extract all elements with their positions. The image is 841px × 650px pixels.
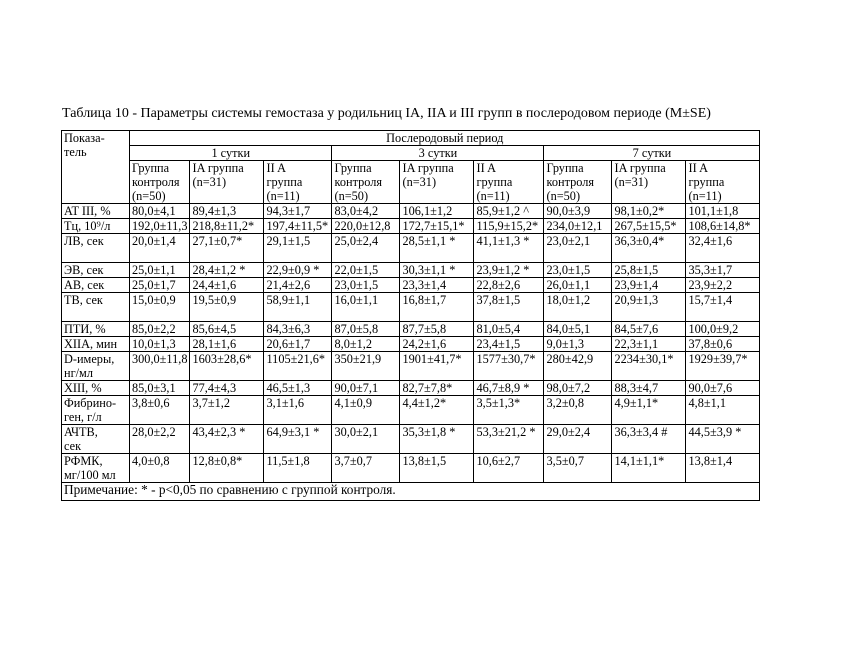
value-cell: 25,0±2,4 [332, 234, 400, 263]
table-row [62, 322, 760, 337]
value-cell: 98,1±0,2* [612, 204, 686, 219]
indicator-cell [62, 396, 130, 425]
value-cell: 24,4±1,6 [190, 278, 264, 293]
value-cell: 46,5±1,3 [264, 381, 332, 396]
value-cell: 350±21,9 [332, 352, 400, 381]
value-cell: 89,4±1,3 [190, 204, 264, 219]
value-cell: 1901±41,7* [400, 352, 474, 381]
group-header-line: (n=11) [266, 189, 300, 203]
note-row [62, 483, 760, 501]
value-cell: 37,8±0,6 [686, 337, 760, 352]
value-cell: 22,0±1,5 [332, 263, 400, 278]
group-header-cell [130, 161, 190, 204]
value-cell: 300,0±11,8 [130, 352, 190, 381]
table-note: Примечание: * - p<0,05 по сравнению с группой контроля. [62, 483, 760, 501]
value-cell: 90,0±7,1 [332, 381, 400, 396]
group-header-line: (n=50) [334, 189, 369, 203]
value-cell: 10,6±2,7 [474, 454, 544, 483]
value-cell: 3,2±0,8 [544, 396, 612, 425]
value-cell: 1603±28,6* [190, 352, 264, 381]
value-cell: 2234±30,1* [612, 352, 686, 381]
value-cell: 22,8±2,6 [474, 278, 544, 293]
table-row [62, 381, 760, 396]
group-header-line: (n=31) [402, 175, 437, 189]
value-cell: 26,0±1,1 [544, 278, 612, 293]
group-header-cell [544, 161, 612, 204]
group-header-cell [686, 161, 760, 204]
value-cell: 25,8±1,5 [612, 263, 686, 278]
value-cell: 30,3±1,1 * [400, 263, 474, 278]
table-row [62, 293, 760, 322]
indicator-label: мг/100 мл [64, 468, 116, 482]
value-cell: 29,1±1,5 [264, 234, 332, 263]
value-cell: 85,6±4,5 [190, 322, 264, 337]
table-body [62, 131, 760, 501]
value-cell: 23,0±1,5 [544, 263, 612, 278]
value-cell: 108,6±14,8* [686, 219, 760, 234]
table-caption: Таблица 10 - Параметры системы гемостаза у родильниц IA, IIA и III групп в послеродовом периоде (M±SE) [62, 106, 711, 121]
table-row [62, 454, 760, 483]
value-cell: 11,5±1,8 [264, 454, 332, 483]
value-cell: 220,0±12,8 [332, 219, 400, 234]
value-cell: 36,3±0,4* [612, 234, 686, 263]
value-cell: 10,0±1,3 [130, 337, 190, 352]
value-cell: 83,0±4,2 [332, 204, 400, 219]
value-cell: 1105±21,6* [264, 352, 332, 381]
indicator-cell [62, 352, 130, 381]
table-row [62, 425, 760, 454]
table-row [62, 219, 760, 234]
value-cell: 20,9±1,3 [612, 293, 686, 322]
value-cell: 58,9±1,1 [264, 293, 332, 322]
indicator-cell [62, 337, 130, 352]
value-cell: 16,0±1,1 [332, 293, 400, 322]
value-cell: 44,5±3,9 * [686, 425, 760, 454]
value-cell: 192,0±11,3 [130, 219, 190, 234]
value-cell: 64,9±3,1 * [264, 425, 332, 454]
indicator-label: ЛВ, сек [64, 234, 104, 248]
value-cell: 41,1±1,3 * [474, 234, 544, 263]
value-cell: 23,0±1,5 [332, 278, 400, 293]
value-cell: 24,2±1,6 [400, 337, 474, 352]
value-cell: 20,6±1,7 [264, 337, 332, 352]
indicator-label: ген, г/л [64, 410, 102, 424]
group-header-line: IA группа [192, 161, 244, 175]
group-header-line: группа [688, 175, 725, 189]
value-cell: 28,1±1,6 [190, 337, 264, 352]
group-header-line: (n=31) [192, 175, 227, 189]
indicator-label: нг/мл [64, 366, 93, 380]
indicator-cell [62, 278, 130, 293]
value-cell: 84,5±7,6 [612, 322, 686, 337]
value-cell: 37,8±1,5 [474, 293, 544, 322]
value-cell: 4,1±0,9 [332, 396, 400, 425]
indicator-header-line-2: тель [64, 145, 87, 159]
value-cell: 218,8±11,2* [190, 219, 264, 234]
value-cell: 82,7±7,8* [400, 381, 474, 396]
value-cell: 81,0±5,4 [474, 322, 544, 337]
group-header-cell [400, 161, 474, 204]
value-cell: 3,7±1,2 [190, 396, 264, 425]
value-cell: 19,5±0,9 [190, 293, 264, 322]
value-cell: 84,0±5,1 [544, 322, 612, 337]
value-cell: 32,4±1,6 [686, 234, 760, 263]
group-header-line: (n=11) [476, 189, 510, 203]
group-header-line: (n=31) [614, 175, 649, 189]
value-cell: 87,7±5,8 [400, 322, 474, 337]
group-header-line: (n=50) [132, 189, 166, 203]
indicator-cell [62, 322, 130, 337]
value-cell: 23,3±1,4 [400, 278, 474, 293]
indicator-label: ХIIA, мин [64, 337, 118, 351]
group-header-line: IA группа [402, 161, 454, 175]
value-cell: 53,3±21,2 * [474, 425, 544, 454]
indicator-cell [62, 425, 130, 454]
indicator-cell [62, 454, 130, 483]
value-cell: 85,0±2,2 [130, 322, 190, 337]
value-cell: 30,0±2,1 [332, 425, 400, 454]
indicator-label: AT III, % [64, 204, 111, 218]
value-cell: 80,0±4,1 [130, 204, 190, 219]
value-cell: 267,5±15,5* [612, 219, 686, 234]
value-cell: 12,8±0,8* [190, 454, 264, 483]
group-header-line: II A [688, 161, 708, 175]
value-cell: 20,0±1,4 [130, 234, 190, 263]
header-row-period [62, 131, 760, 146]
value-cell: 94,3±1,7 [264, 204, 332, 219]
indicator-header-line-1: Показа- [64, 131, 105, 145]
table-row [62, 352, 760, 381]
value-cell: 22,3±1,1 [612, 337, 686, 352]
period-header: Послеродовый период [130, 131, 760, 146]
indicator-label: ХIII, % [64, 381, 102, 395]
group-header-line: контроля [334, 175, 383, 189]
group-header-line: IA группа [614, 161, 666, 175]
value-cell: 23,9±2,2 [686, 278, 760, 293]
value-cell: 234,0±12,1 [544, 219, 612, 234]
indicator-label: Фибрино- [64, 396, 117, 410]
value-cell: 23,4±1,5 [474, 337, 544, 352]
indicator-label: АВ, сек [64, 278, 105, 292]
indicator-label: Тц, 10⁹/л [64, 219, 111, 233]
value-cell: 197,4±11,5* [264, 219, 332, 234]
indicator-label: АЧТВ, [64, 425, 98, 439]
hemostasis-table [61, 130, 760, 501]
group-header-line: Группа [546, 161, 584, 175]
value-cell: 35,3±1,7 [686, 263, 760, 278]
table-row [62, 396, 760, 425]
value-cell: 3,1±1,6 [264, 396, 332, 425]
value-cell: 87,0±5,8 [332, 322, 400, 337]
value-cell: 23,9±1,2 * [474, 263, 544, 278]
value-cell: 280±42,9 [544, 352, 612, 381]
value-cell: 8,0±1,2 [332, 337, 400, 352]
value-cell: 13,8±1,5 [400, 454, 474, 483]
group-header-line: II A [476, 161, 496, 175]
value-cell: 16,8±1,7 [400, 293, 474, 322]
group-header-line: группа [266, 175, 303, 189]
day-1-header: 1 сутки [130, 146, 332, 161]
value-cell: 14,1±1,1* [612, 454, 686, 483]
value-cell: 84,3±6,3 [264, 322, 332, 337]
indicator-cell [62, 234, 130, 263]
table-row [62, 278, 760, 293]
value-cell: 4,9±1,1* [612, 396, 686, 425]
value-cell: 101,1±1,8 [686, 204, 760, 219]
group-header-line: Группа [334, 161, 372, 175]
indicator-label: ПТИ, % [64, 322, 106, 336]
value-cell: 3,7±0,7 [332, 454, 400, 483]
day-7-header: 7 сутки [544, 146, 760, 161]
group-header-line: контроля [546, 175, 595, 189]
value-cell: 35,3±1,8 * [400, 425, 474, 454]
group-header-cell [332, 161, 400, 204]
value-cell: 4,8±1,1 [686, 396, 760, 425]
indicator-label: РФМК, [64, 454, 103, 468]
indicator-label: ТВ, сек [64, 293, 103, 307]
indicator-label: ЭВ, сек [64, 263, 104, 277]
indicator-cell [62, 204, 130, 219]
table-row [62, 204, 760, 219]
group-header-cell [612, 161, 686, 204]
value-cell: 4,0±0,8 [130, 454, 190, 483]
value-cell: 85,9±1,2 ^ [474, 204, 544, 219]
indicator-label: D-имеры, [64, 352, 115, 366]
value-cell: 106,1±1,2 [400, 204, 474, 219]
indicator-cell [62, 381, 130, 396]
value-cell: 15,0±0,9 [130, 293, 190, 322]
table-row [62, 263, 760, 278]
indicator-cell [62, 263, 130, 278]
value-cell: 9,0±1,3 [544, 337, 612, 352]
value-cell: 98,0±7,2 [544, 381, 612, 396]
group-header-line: II A [266, 161, 286, 175]
value-cell: 15,7±1,4 [686, 293, 760, 322]
value-cell: 29,0±2,4 [544, 425, 612, 454]
group-header-line: (n=11) [688, 189, 722, 203]
value-cell: 22,9±0,9 * [264, 263, 332, 278]
value-cell: 23,9±1,4 [612, 278, 686, 293]
group-header-cell [264, 161, 332, 204]
value-cell: 18,0±1,2 [544, 293, 612, 322]
day-3-header: 3 сутки [332, 146, 544, 161]
value-cell: 77,4±4,3 [190, 381, 264, 396]
value-cell: 43,4±2,3 * [190, 425, 264, 454]
value-cell: 85,0±3,1 [130, 381, 190, 396]
value-cell: 21,4±2,6 [264, 278, 332, 293]
value-cell: 25,0±1,1 [130, 263, 190, 278]
value-cell: 46,7±8,9 * [474, 381, 544, 396]
value-cell: 13,8±1,4 [686, 454, 760, 483]
value-cell: 115,9±15,2* [474, 219, 544, 234]
value-cell: 28,5±1,1 * [400, 234, 474, 263]
value-cell: 3,5±1,3* [474, 396, 544, 425]
group-header-line: Группа [132, 161, 170, 175]
value-cell: 27,1±0,7* [190, 234, 264, 263]
value-cell: 36,3±3,4 # [612, 425, 686, 454]
group-header-line: контроля [132, 175, 180, 189]
indicator-cell [62, 293, 130, 322]
value-cell: 1929±39,7* [686, 352, 760, 381]
value-cell: 172,7±15,1* [400, 219, 474, 234]
value-cell: 1577±30,7* [474, 352, 544, 381]
value-cell: 3,8±0,6 [130, 396, 190, 425]
group-header-line: группа [476, 175, 513, 189]
group-header-line: (n=50) [546, 189, 581, 203]
table-row [62, 337, 760, 352]
group-header-cell [474, 161, 544, 204]
indicator-cell [62, 219, 130, 234]
value-cell: 28,4±1,2 * [190, 263, 264, 278]
value-cell: 28,0±2,2 [130, 425, 190, 454]
header-row-days [62, 146, 760, 161]
header-row-groups [62, 161, 760, 204]
value-cell: 90,0±3,9 [544, 204, 612, 219]
value-cell: 3,5±0,7 [544, 454, 612, 483]
value-cell: 100,0±9,2 [686, 322, 760, 337]
value-cell: 88,3±4,7 [612, 381, 686, 396]
indicator-header-cell [62, 131, 130, 204]
value-cell: 23,0±2,1 [544, 234, 612, 263]
table-row [62, 234, 760, 263]
group-header-cell [190, 161, 264, 204]
value-cell: 90,0±7,6 [686, 381, 760, 396]
value-cell: 4,4±1,2* [400, 396, 474, 425]
value-cell: 25,0±1,7 [130, 278, 190, 293]
indicator-label: сек [64, 439, 82, 453]
